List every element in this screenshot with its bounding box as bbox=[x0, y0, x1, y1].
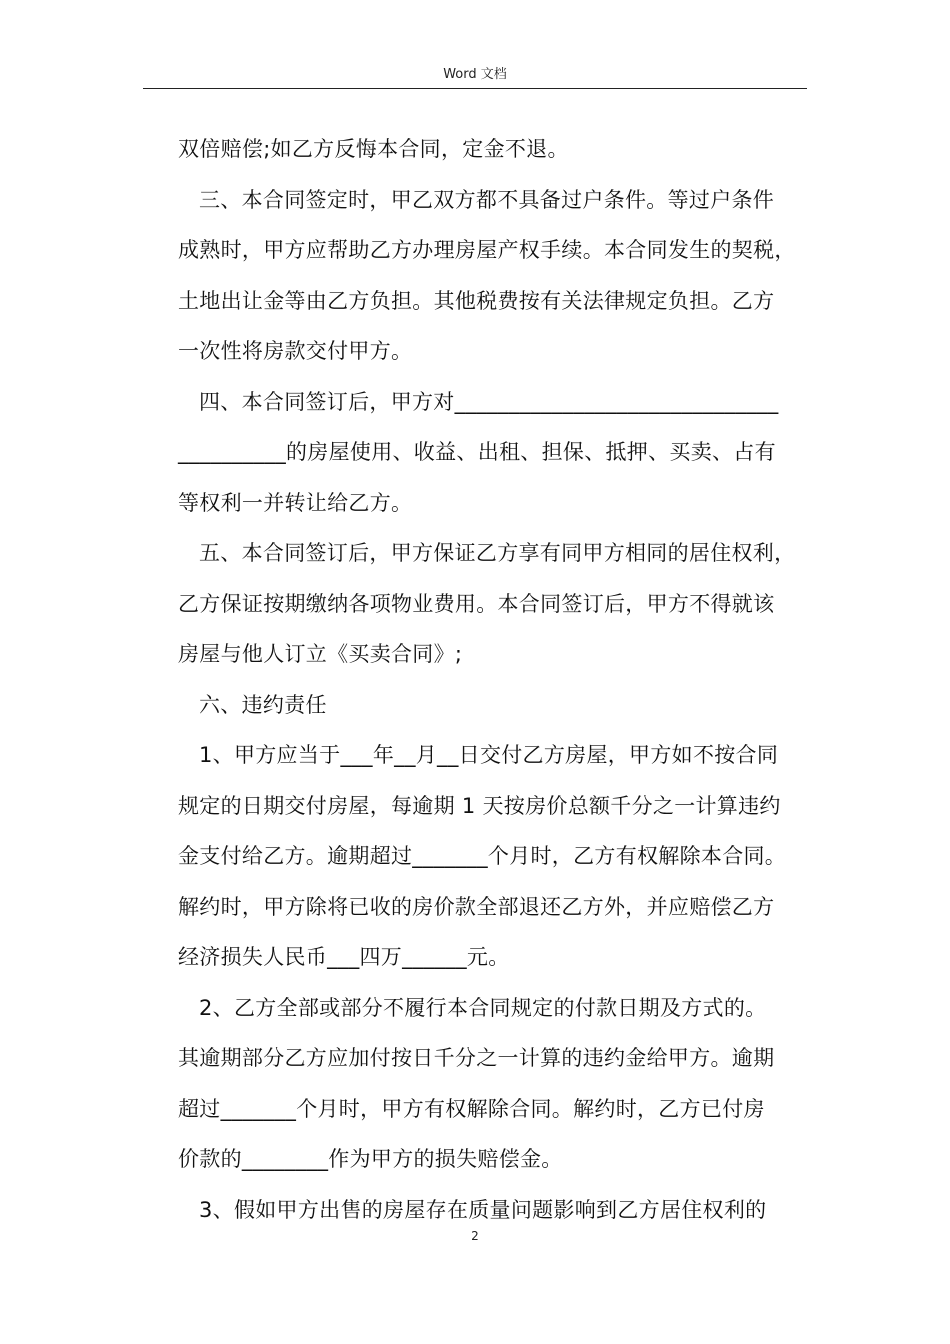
page-header-title: Word 文档 bbox=[443, 67, 507, 82]
text-line: 六、违约责任 bbox=[199, 692, 327, 717]
text-line: 解约时，甲方除将已收的房价款全部退还乙方外，并应赔偿乙方 bbox=[178, 894, 775, 919]
text-line: 等权利一并转让给乙方。 bbox=[178, 490, 413, 515]
text-line: 2、乙方全部或部分不履行本合同规定的付款日期及方式的。 bbox=[199, 995, 767, 1020]
text-line: 价款的________作为甲方的损失赔偿金。 bbox=[178, 1147, 563, 1171]
text-line: 土地出让金等由乙方负担。其他税费按有关法律规定负担。乙方 bbox=[178, 288, 775, 313]
text-line: 三、本合同签定时，甲乙双方都不具备过户条件。等过户条件 bbox=[199, 187, 775, 212]
text-line: 双倍赔偿;如乙方反悔本合同，定金不退。 bbox=[178, 137, 569, 161]
text-line: 四、本合同签订后，甲方对______________________________ bbox=[199, 389, 779, 414]
text-line: 乙方保证按期缴纳各项物业费用。本合同签订后，甲方不得就该 bbox=[178, 591, 775, 616]
text-line: 1、甲方应当于___年__月__日交付乙方房屋，甲方如不按合同 bbox=[199, 743, 779, 767]
text-line: 规定的日期交付房屋，每逾期 1 天按房价总额千分之一计算违约 bbox=[178, 793, 781, 818]
text-line: 成熟时，甲方应帮助乙方办理房屋产权手续。本合同发生的契税， bbox=[178, 238, 796, 262]
text-line: __________的房屋使用、收益、出租、担保、抵押、买卖、占有 bbox=[178, 440, 776, 464]
text-line: 金支付给乙方。逾期超过_______个月时，乙方有权解除本合同。 bbox=[178, 844, 787, 868]
text-line: 经济损失人民币___四万______元。 bbox=[178, 945, 510, 969]
page-number: 2 bbox=[471, 1229, 479, 1243]
header-divider bbox=[143, 88, 807, 89]
text-line: 超过_______个月时，甲方有权解除合同。解约时，乙方已付房 bbox=[178, 1096, 765, 1121]
text-line: 房屋与他人订立《买卖合同》; bbox=[178, 642, 463, 666]
text-line: 3、假如甲方出售的房屋存在质量问题影响到乙方居住权利的 bbox=[199, 1197, 767, 1222]
text-line: 五、本合同签订后，甲方保证乙方享有同甲方相同的居住权利， bbox=[199, 541, 796, 565]
text-line: 一次性将房款交付甲方。 bbox=[178, 339, 413, 363]
text-line: 其逾期部分乙方应加付按日千分之一计算的违约金给甲方。逾期 bbox=[178, 1046, 775, 1070]
document-body bbox=[178, 124, 808, 1235]
